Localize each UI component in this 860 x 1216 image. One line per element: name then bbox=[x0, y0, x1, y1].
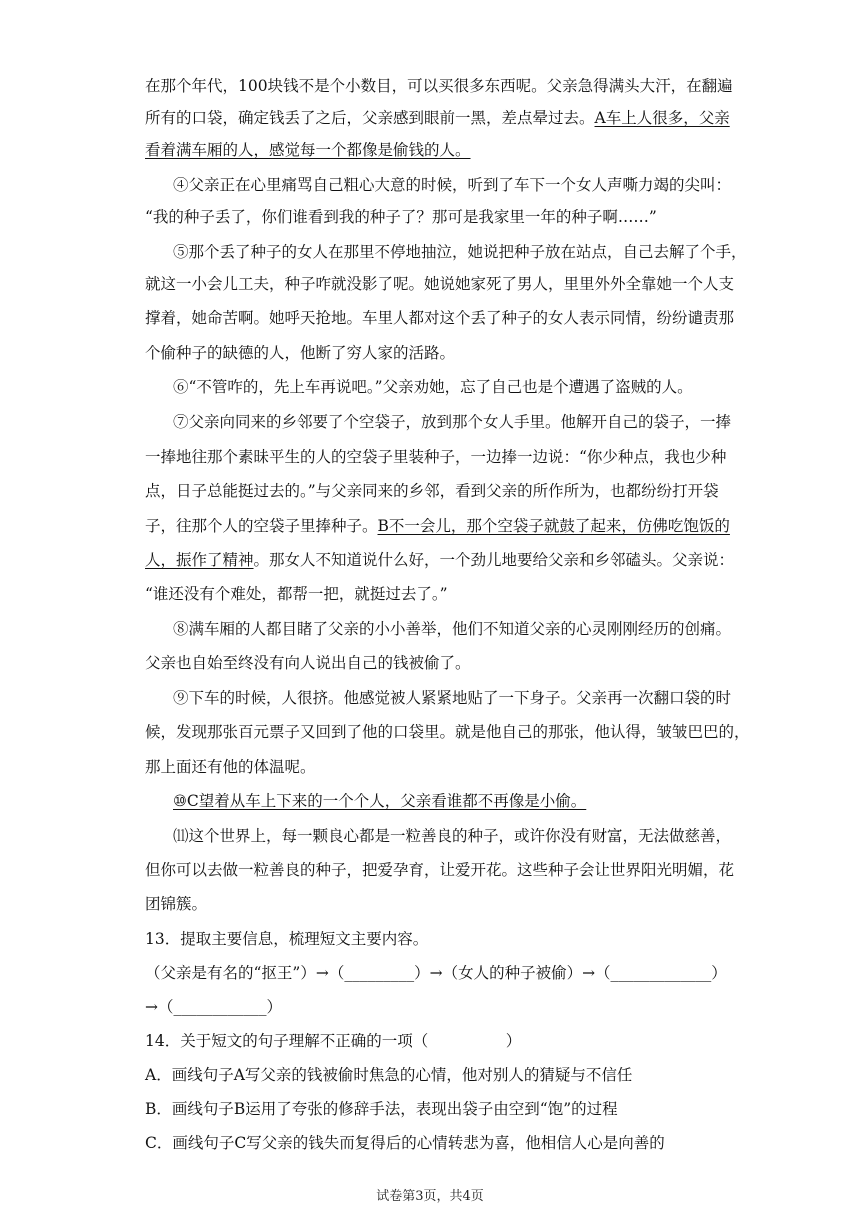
question-14-option-b bbox=[145, 1099, 717, 1119]
paragraph-9-line-1 bbox=[173, 688, 732, 708]
question-14-option-a bbox=[145, 1065, 717, 1085]
text-segment: 父亲也自始至终没有向人说出自己的钱被偷了。 bbox=[145, 654, 471, 672]
paragraph-11-line-1 bbox=[173, 826, 732, 846]
text-segment: “谁还没有个难处，都帮一把，就挺过去了。” bbox=[145, 585, 448, 603]
paragraph-8-line-1 bbox=[173, 619, 732, 639]
paragraph-5-line-4 bbox=[145, 343, 717, 363]
question-14-stem bbox=[145, 1031, 717, 1051]
underlined-sentence-a: 看着满车厢的人，感觉每一个都像是偷钱的人。 bbox=[145, 141, 471, 159]
text-segment: ⑦父亲向同来的乡邻要了个空袋子，放到那个女人手里。他解开自己的袋子，一捧 bbox=[173, 413, 732, 431]
underlined-sentence-b: 人，振作了精神 bbox=[145, 551, 254, 569]
text-segment: 就这一小会儿工夫，种子咋就没影了呢。她说她家死了男人，里里外外全靠她一个人支 bbox=[145, 275, 735, 293]
question-13-blanks bbox=[145, 963, 727, 983]
underlined-sentence-c: ⑩C望着从车上下来的一个个人，父亲看谁都不再像是小偷。 bbox=[173, 792, 587, 810]
text-segment: 14．关于短文的句子理解不正确的一项（ ） bbox=[145, 1032, 522, 1050]
paragraph-7-line-4 bbox=[145, 516, 730, 536]
text-segment: 团锦簇。 bbox=[145, 895, 208, 913]
text-segment: B．画线句子B运用了夸张的修辞手法，表现出袋子由空到“饱”的过程 bbox=[145, 1100, 618, 1118]
paragraph-10-line-1 bbox=[173, 791, 717, 811]
paragraph-3-line-3 bbox=[145, 140, 717, 160]
text-segment: 在那个年代，100块钱不是个小数目，可以买很多东西呢。父亲急得满头大汗，在翻遍 bbox=[145, 77, 733, 95]
text-segment: ⑨下车的时候，人很挤。他感觉被人紧紧地贴了一下身子。父亲再一次翻口袋的时 bbox=[173, 689, 732, 707]
paragraph-3-line-1 bbox=[145, 76, 733, 96]
text-segment: A．画线句子A写父亲的钱被偷时焦急的心情，他对别人的猜疑与不信任 bbox=[145, 1066, 633, 1084]
text-segment: 子，往那个人的空袋子里捧种子。 bbox=[145, 517, 378, 535]
text-segment: 那上面还有他的体温呢。 bbox=[145, 758, 316, 776]
paragraph-9-line-3 bbox=[145, 757, 717, 777]
paragraph-7-line-5 bbox=[145, 550, 735, 570]
text-segment: 一捧地往那个素昧平生的人的空袋子里装种子，一边捧一边说：“你少种点，我也少种 bbox=[145, 448, 727, 466]
text-segment: 但你可以去做一粒善良的种子，把爱孕育，让爱开花。这些种子会让世界阳光明媚，花 bbox=[145, 861, 735, 879]
underlined-sentence-a: A车上人很多，父亲 bbox=[594, 109, 730, 127]
paragraph-7-line-6 bbox=[145, 584, 717, 604]
text-segment: 撑着，她命苦啊。她呼天抢地。车里人都对这个丢了种子的女人表示同情，纷纷谴责那 bbox=[145, 309, 735, 327]
text-segment: ⑧满车厢的人都目睹了父亲的小小善举，他们不知道父亲的心灵刚刚经历的创痛。 bbox=[173, 620, 732, 638]
text-segment: ⑤那个丢了种子的女人在那里不停地抽泣，她说把种子放在站点，自己去解了个手， bbox=[173, 243, 747, 261]
paragraph-5-line-3 bbox=[145, 308, 735, 328]
text-segment: 13．提取主要信息，梳理短文主要内容。 bbox=[145, 930, 429, 948]
text-segment: 候，发现那张百元票子又回到了他的口袋里。就是他自己的那张，他认得，皱皱巴巴的， bbox=[145, 723, 750, 741]
text-segment: “我的种子丢了，你们谁看到我的种子了？那可是我家里一年的种子啊……” bbox=[145, 208, 657, 226]
question-13-stem bbox=[145, 929, 717, 949]
question-13-blanks-cont bbox=[145, 997, 717, 1017]
question-14-option-c bbox=[145, 1133, 717, 1153]
paragraph-11-line-2 bbox=[145, 860, 735, 880]
text-segment: 个偷种子的缺德的人，他断了穷人家的活路。 bbox=[145, 344, 456, 362]
paragraph-7-line-1 bbox=[173, 412, 732, 432]
text-segment: 点，日子总能挺过去的。”与父亲同来的乡邻，看到父亲的所作所为，也都纷纷打开袋 bbox=[145, 482, 719, 500]
paragraph-8-line-2 bbox=[145, 653, 717, 673]
paragraph-11-line-3 bbox=[145, 894, 717, 914]
paragraph-6-line-1 bbox=[173, 377, 717, 397]
text-segment: →（____________） bbox=[145, 998, 282, 1016]
underlined-sentence-b: B不一会儿，那个空袋子就鼓了起来，仿佛吃饱饭的 bbox=[377, 517, 730, 535]
text-segment: C．画线句子C写父亲的钱失而复得后的心情转悲为喜，他相信人心是向善的 bbox=[145, 1134, 665, 1152]
paragraph-3-line-2 bbox=[145, 108, 730, 128]
paragraph-7-line-3 bbox=[145, 481, 717, 501]
text-segment: （父亲是有名的“抠王”）→（_________）→（女人的种子被偷）→（_____________） bbox=[145, 964, 727, 982]
text-segment: ⑥“不管咋的，先上车再说吧。”父亲劝她，忘了自己也是个遭遇了盗贼的人。 bbox=[173, 378, 693, 396]
paragraph-7-line-2 bbox=[145, 447, 727, 467]
text-segment: ④父亲正在心里痛骂自己粗心大意的时候，听到了车下一个女人声嘶力竭的尖叫： bbox=[173, 176, 732, 194]
page-footer: 试卷第3页，共4页 bbox=[376, 1189, 484, 1204]
text-segment: 。那女人不知道说什么好，一个劲儿地要给父亲和乡邻磕头。父亲说： bbox=[253, 551, 735, 569]
paragraph-5-line-2 bbox=[145, 274, 735, 294]
text-segment: 所有的口袋，确定钱丢了之后，父亲感到眼前一黑，差点晕过去。 bbox=[145, 109, 595, 127]
text-segment: ⑾这个世界上，每一颗良心都是一粒善良的种子，或许你没有财富，无法做慈善， bbox=[173, 827, 732, 845]
paragraph-9-line-2 bbox=[145, 722, 750, 742]
paragraph-5-line-1 bbox=[173, 242, 747, 262]
paragraph-4-line-2 bbox=[145, 207, 717, 227]
paragraph-4-line-1 bbox=[173, 175, 732, 195]
